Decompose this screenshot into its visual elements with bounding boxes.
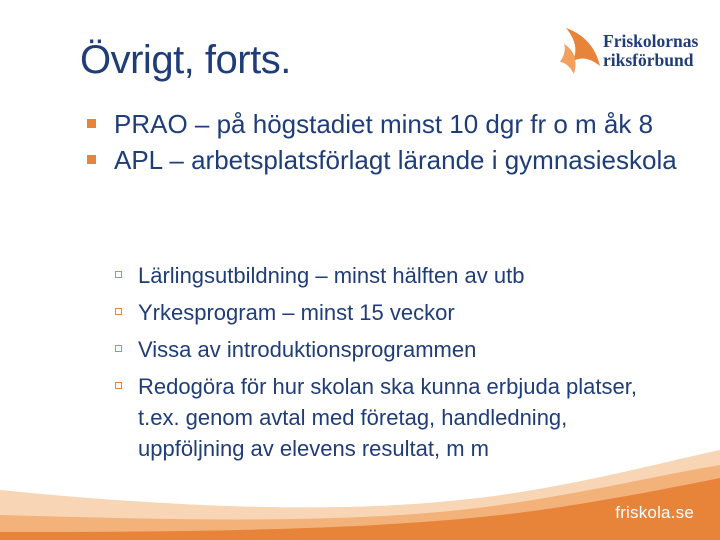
sub-bullet-text: Redogöra för hur skolan ska kunna erbjuda platser, t.ex. genom avtal med företag, handledning, uppföljning av elevens resultat, m m (138, 374, 637, 461)
logo-text (603, 32, 698, 70)
logo-line-1: Friskolornas (603, 31, 699, 51)
slide-title: Övrigt, forts. (80, 38, 291, 82)
bullet-item (84, 143, 684, 177)
sub-bullet-text: Vissa av introduktionsprogrammen (138, 337, 477, 362)
footer-wave (0, 420, 720, 540)
logo-line-2: riksförbund (603, 50, 694, 70)
bullet-square-icon (87, 155, 96, 164)
sub-bullet-item (113, 334, 673, 365)
sub-bullet-square-icon (115, 345, 122, 352)
sub-bullet-item (113, 297, 673, 328)
sub-bullet-square-icon (115, 271, 122, 278)
logo (560, 26, 705, 78)
sub-bullet-square-icon (115, 308, 122, 315)
bullet-item (84, 107, 684, 141)
sub-bullet-square-icon (115, 382, 122, 389)
bullet-square-icon (87, 119, 96, 128)
logo-flame-icon (560, 26, 602, 76)
footer-website: friskola.se (615, 503, 694, 522)
bullet-text: PRAO – på högstadiet minst 10 dgr fr o m åk 8 (114, 109, 654, 139)
sub-bullet-text: Yrkesprogram – minst 15 veckor (138, 300, 455, 325)
sub-bullet-text: Lärlingsutbildning – minst hälften av utb (138, 263, 525, 288)
bullet-text: APL – arbetsplatsförlagt lärande i gymnasieskola (114, 145, 677, 175)
sub-bullet-item (113, 260, 673, 291)
bullet-list (84, 107, 684, 179)
